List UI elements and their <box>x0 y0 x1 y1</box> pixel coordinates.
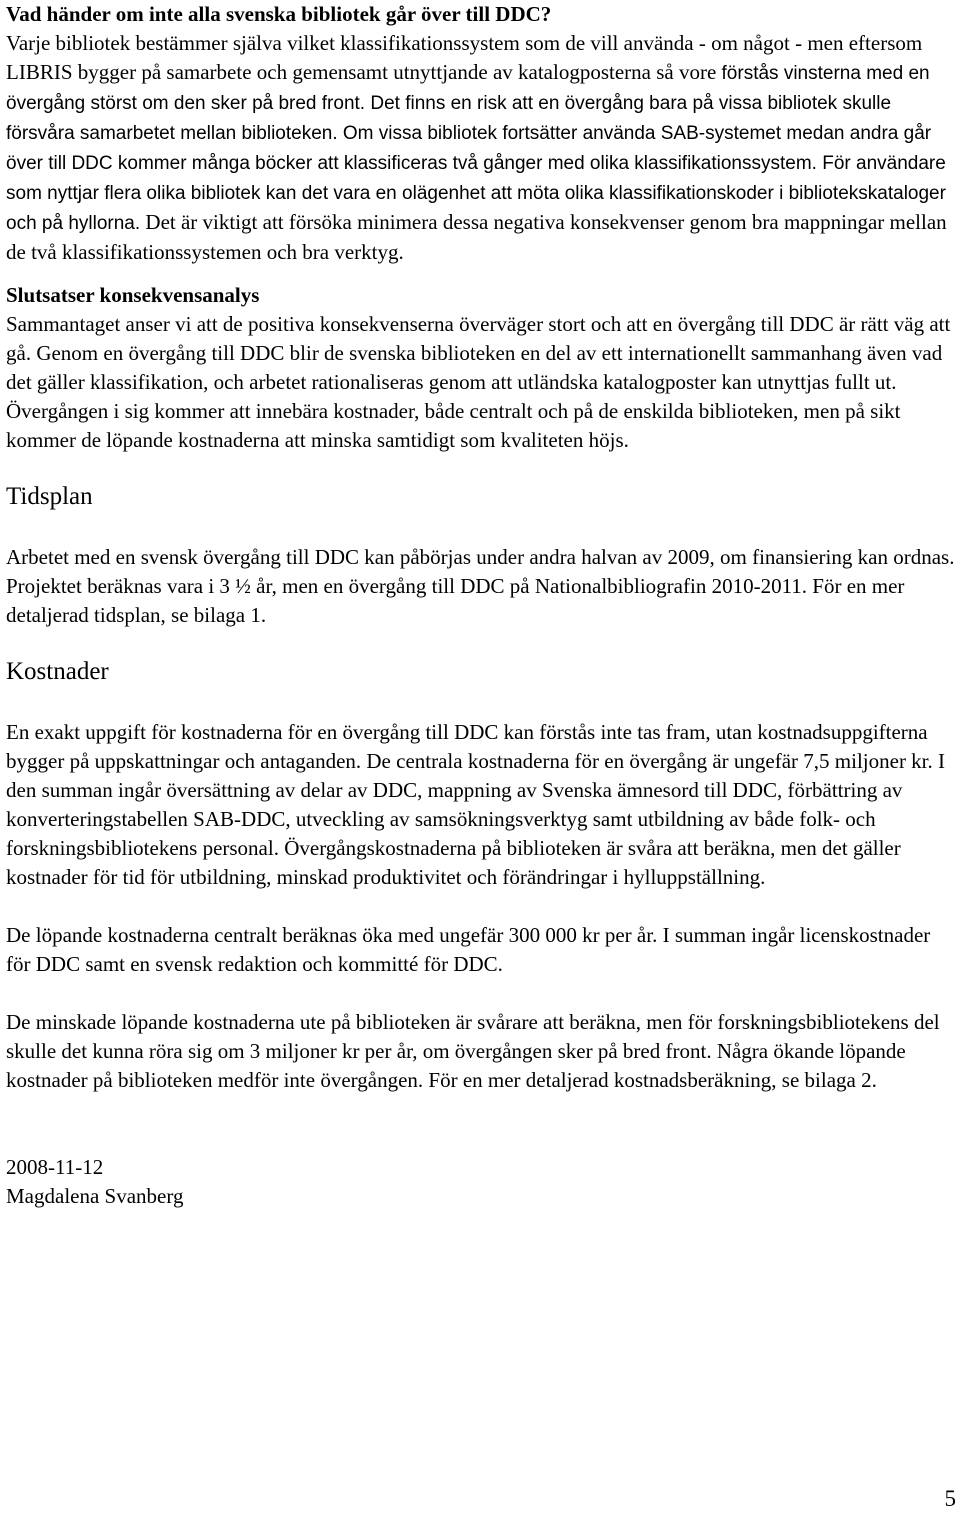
costs-paragraph-1: En exakt uppgift för kostnaderna för en övergång till DDC kan förstås inte tas fram, utan kostnadsuppgifterna bygger på uppskattningar och antaganden. De centrala kostnaderna för en övergång är ungefär 7,5 miljoner kr. I den summan ingår översättning av delar av DDC, mappning av Svenska ämnesord till DDC, förbättring av konverteringstabellen SAB-DDC, utveckling av samsökningsverktyg samt utbildning av både folk- och forskningsbibliotekens personal. Övergångskostnaderna på biblioteken är svåra att beräkna, men det gäller kostnader för tid för utbildning, minskad produktivitet och förändringar i hylluppställning. <box>6 720 946 889</box>
signature-date: 2008-11-12 <box>6 1155 104 1179</box>
section-heading-conclusions: Slutsatser konsekvensanalys <box>6 283 260 307</box>
costs-paragraph-2: De löpande kostnaderna centralt beräknas öka med ungefär 300 000 kr per år. I summan ingår licenskostnader för DDC samt en svensk redaktion och kommitté för DDC. <box>6 923 931 976</box>
migration-text-serif-2: Det är viktigt att försöka minimera dessa negativa konsekvenser genom bra mappningar mellan de två klassifikationssystemen och bra verktyg. <box>6 210 947 264</box>
conclusions-paragraph: Sammantaget anser vi att de positiva konsekvenserna överväger stort och att en övergång till DDC är rätt väg att gå. Genom en övergång till DDC blir de svenska biblioteken en del av ett internationellt sammanhang även vad det gäller klassifikation, och arbetet rationaliseras genom att utländska katalogposter kan utnyttjas fullt ut. Övergången i sig kommer att innebära kostnader, både centralt och på de enskilda biblioteken, men på sikt kommer de löpande kostnaderna att minska samtidigt som kvaliteten höjs. <box>6 312 951 452</box>
section-title-costs: Kostnader <box>6 658 109 685</box>
migration-text-serif-1: Varje bibliotek bestämmer själva vilket klassifikationssystem som de vill använda - om något - men eftersom LIBRIS bygger på samarbete och gemensamt utnyttjande av katalogposterna så vore <box>6 31 923 84</box>
migration-paragraph <box>6 29 958 267</box>
section-title-timeline: Tidsplan <box>6 483 93 510</box>
page-number: 5 <box>944 1486 956 1511</box>
document-page <box>6 0 958 1211</box>
migration-text-sans: förstås vinsterna med en övergång störst om den sker på bred front. Det finns en risk att en övergång bara på vissa bibliotek skulle försvåra samarbetet mellan biblioteken. Om vissa bibliotek fortsätter använda SAB-systemet medan andra går över till DDC kommer många böcker att klassificeras två gånger med olika klassifikationssystem. För användare som nyttjar flera olika bibliotek kan det vara en olägenhet att möta olika klassifikationskoder i bibliotekskataloger och på hyllorna. <box>6 63 946 234</box>
signature-name: Magdalena Svanberg <box>6 1184 184 1208</box>
timeline-paragraph: Arbetet med en svensk övergång till DDC kan påbörjas under andra halvan av 2009, om finansiering kan ordnas. Projektet beräknas vara i 3 ½ år, men en övergång till DDC på Nationalbibliografin 2010-2011. För en mer detaljerad tidsplan, se bilaga 1. <box>6 545 955 627</box>
section-heading-migration: Vad händer om inte alla svenska bibliotek går över till DDC? <box>6 2 552 26</box>
costs-paragraph-3: De minskade löpande kostnaderna ute på biblioteken är svårare att beräkna, men för forskningsbibliotekens del skulle det kunna röra sig om 3 miljoner kr per år, om övergången sker på bred front. Några ökande löpande kostnader på biblioteken medför inte övergången. För en mer detaljerad kostnadsberäkning, se bilaga 2. <box>6 1010 940 1092</box>
